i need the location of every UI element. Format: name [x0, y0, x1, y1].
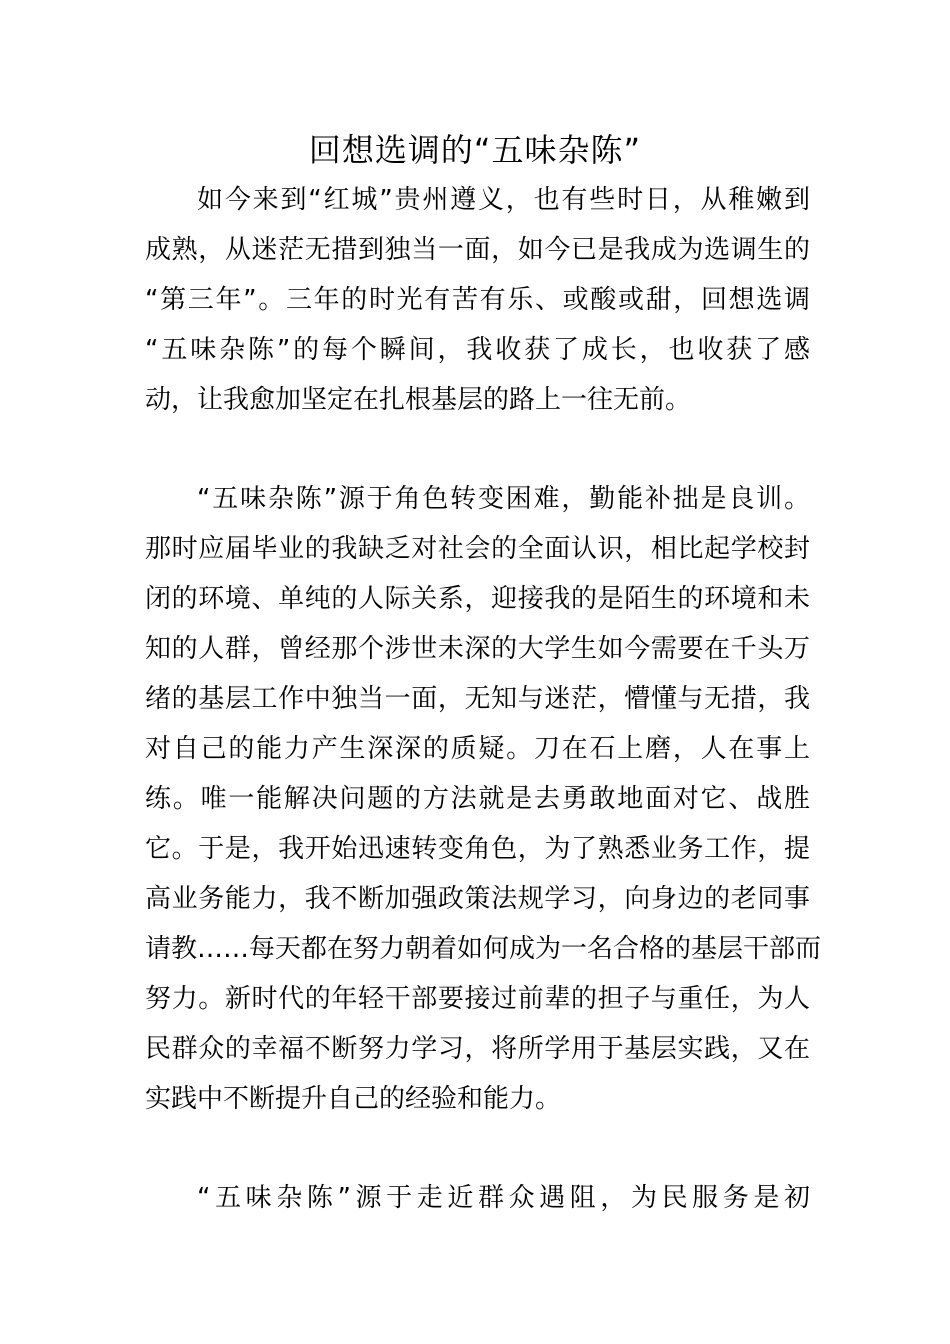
paragraph-2-line-2: 那时应届毕业的我缺乏对社会的全面认识，相比起学校封: [145, 534, 810, 564]
paragraph-2-line-7: 练。唯一能解决问题的方法就是去勇敢地面对它、战胜: [145, 784, 810, 814]
paragraph-3-line-1: “五味杂陈”源于走近群众遇阻，为民服务是初: [197, 1183, 810, 1213]
paragraph-2-line-5: 绪的基层工作中独当一面，无知与迷茫，懵懂与无措，我: [145, 684, 810, 714]
paragraph-2-line-10: 请教……每天都在努力朝着如何成为一名合格的基层干部而: [145, 934, 822, 964]
paragraph-1-line-4: “五味杂陈”的每个瞬间，我收获了成长，也收获了感: [145, 335, 810, 365]
paragraph-2-line-1: “五味杂陈”源于角色转变困难，勤能补拙是良训。: [197, 484, 810, 514]
paragraph-2-line-8: 它。于是，我开始迅速转变角色，为了熟悉业务工作，提: [145, 834, 810, 864]
paragraph-2-line-3: 闭的环境、单纯的人际关系，迎接我的是陌生的环境和未: [145, 584, 810, 614]
paragraph-2-line-6: 对自己的能力产生深深的质疑。刀在石上磨，人在事上: [145, 734, 810, 764]
paragraph-1-line-1: 如今来到“红城”贵州遵义，也有些时日，从稚嫩到: [197, 185, 810, 215]
document-title: 回想选调的“五味杂陈”: [308, 131, 642, 169]
paragraph-1-line-2: 成熟，从迷茫无措到独当一面，如今已是我成为选调生的: [145, 235, 810, 265]
paragraph-1-line-5: 动，让我愈加坚定在扎根基层的路上一往无前。: [145, 385, 692, 415]
paragraph-2-line-9: 高业务能力，我不断加强政策法规学习，向身边的老同事: [145, 884, 810, 914]
paragraph-2-line-11: 努力。新时代的年轻干部要接过前辈的担子与重任，为人: [145, 984, 810, 1014]
paragraph-2-line-13: 实践中不断提升自己的经验和能力。: [145, 1084, 562, 1114]
paragraph-1-line-3: “第三年”。三年的时光有苦有乐、或酸或甜，回想选调: [145, 285, 810, 315]
paragraph-2-line-4: 知的人群，曾经那个涉世未深的大学生如今需要在千头万: [145, 634, 810, 664]
paragraph-2-line-12: 民群众的幸福不断努力学习，将所学用于基层实践，又在: [145, 1034, 810, 1064]
